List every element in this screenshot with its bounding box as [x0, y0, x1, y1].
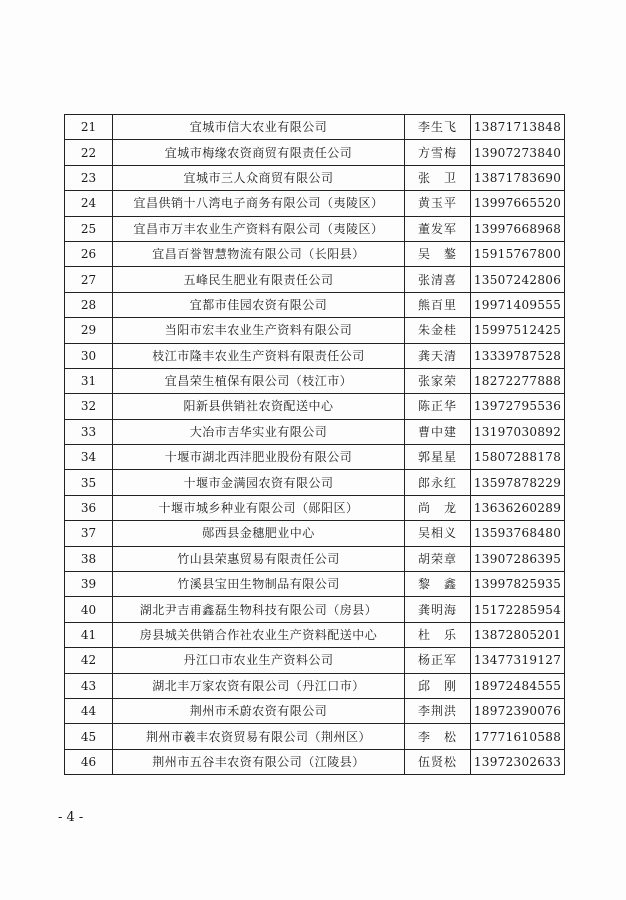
- phone-number: 13997825935: [471, 572, 565, 597]
- contact-person: 吴相义: [405, 521, 471, 546]
- company-name: 丹江口市农业生产资料公司: [113, 648, 405, 673]
- company-name: 竹溪县宝田生物制品有限公司: [113, 572, 405, 597]
- row-number: 40: [65, 597, 113, 622]
- company-name: 阳新县供销社农资配送中心: [113, 394, 405, 419]
- company-name: 宜城市信大农业有限公司: [113, 115, 405, 140]
- contact-person: 曹中建: [405, 419, 471, 444]
- row-number: 29: [65, 318, 113, 343]
- row-number: 32: [65, 394, 113, 419]
- table-row: [65, 267, 565, 292]
- company-name: 湖北尹吉甫鑫磊生物科技有限公司（房县）: [113, 597, 405, 622]
- table-row: [65, 724, 565, 749]
- row-number: 30: [65, 343, 113, 368]
- phone-number: 15172285954: [471, 597, 565, 622]
- table-row: [65, 470, 565, 495]
- phone-number: 13197030892: [471, 419, 565, 444]
- phone-number: 19971409555: [471, 292, 565, 317]
- contact-person: 胡荣章: [405, 546, 471, 571]
- table-row: [65, 546, 565, 571]
- company-name: 荆州市五谷丰农资有限公司（江陵县）: [113, 749, 405, 774]
- company-name: 宜昌供销十八湾电子商务有限公司（夷陵区）: [113, 191, 405, 216]
- phone-number: 13997668968: [471, 216, 565, 241]
- table-row: [65, 749, 565, 774]
- table-row: [65, 368, 565, 393]
- row-number: 38: [65, 546, 113, 571]
- contact-person: 伍贤松: [405, 749, 471, 774]
- phone-number: 13972795536: [471, 394, 565, 419]
- table-row: [65, 165, 565, 190]
- phone-number: 13907286395: [471, 546, 565, 571]
- table-row: [65, 673, 565, 698]
- contact-person: 杜 乐: [405, 622, 471, 647]
- table-row: [65, 597, 565, 622]
- row-number: 23: [65, 165, 113, 190]
- contact-person: 尚 龙: [405, 495, 471, 520]
- phone-number: 13872805201: [471, 622, 565, 647]
- company-name: 湖北丰万家农资有限公司（丹江口市）: [113, 673, 405, 698]
- company-name: 宜都市佳园农资有限公司: [113, 292, 405, 317]
- contact-person: 朱金桂: [405, 318, 471, 343]
- table-row: [65, 495, 565, 520]
- phone-number: 13507242806: [471, 267, 565, 292]
- phone-number: 15997512425: [471, 318, 565, 343]
- contact-person: 黄玉平: [405, 191, 471, 216]
- phone-number: 13972302633: [471, 749, 565, 774]
- contact-person: 黎 鑫: [405, 572, 471, 597]
- row-number: 44: [65, 698, 113, 723]
- contact-person: 李荆洪: [405, 698, 471, 723]
- row-number: 39: [65, 572, 113, 597]
- row-number: 27: [65, 267, 113, 292]
- contact-person: 董发军: [405, 216, 471, 241]
- row-number: 34: [65, 445, 113, 470]
- phone-number: 13907273840: [471, 140, 565, 165]
- company-name: 十堰市金满园农资有限公司: [113, 470, 405, 495]
- company-name: 宜昌荣生植保有限公司（枝江市）: [113, 368, 405, 393]
- row-number: 35: [65, 470, 113, 495]
- phone-number: 18272277888: [471, 368, 565, 393]
- company-name: 宜昌百誉智慧物流有限公司（长阳县）: [113, 241, 405, 266]
- phone-number: 17771610588: [471, 724, 565, 749]
- company-name: 宜昌市万丰农业生产资料有限公司（夷陵区）: [113, 216, 405, 241]
- row-number: 33: [65, 419, 113, 444]
- table-row: [65, 622, 565, 647]
- company-name: 房县城关供销合作社农业生产资料配送中心: [113, 622, 405, 647]
- contact-person: 吴 鏊: [405, 241, 471, 266]
- page-number: - 4 -: [58, 810, 84, 825]
- contact-person: 郭星星: [405, 445, 471, 470]
- company-name: 郧西县金穗肥业中心: [113, 521, 405, 546]
- row-number: 26: [65, 241, 113, 266]
- contact-person: 张清喜: [405, 267, 471, 292]
- row-number: 24: [65, 191, 113, 216]
- phone-number: 13339787528: [471, 343, 565, 368]
- contact-person: 龚明海: [405, 597, 471, 622]
- company-name: 荆州市羲丰农资贸易有限公司（荆州区）: [113, 724, 405, 749]
- contact-person: 邱 刚: [405, 673, 471, 698]
- contact-person: 方雪梅: [405, 140, 471, 165]
- row-number: 31: [65, 368, 113, 393]
- company-name: 枝江市隆丰农业生产资料有限责任公司: [113, 343, 405, 368]
- row-number: 28: [65, 292, 113, 317]
- company-name: 五峰民生肥业有限责任公司: [113, 267, 405, 292]
- contact-person: 李生飞: [405, 115, 471, 140]
- table-row: [65, 521, 565, 546]
- table-row: [65, 115, 565, 140]
- company-name: 十堰市城乡种业有限公司（郧阳区）: [113, 495, 405, 520]
- company-name: 十堰市湖北西沣肥业股份有限公司: [113, 445, 405, 470]
- row-number: 36: [65, 495, 113, 520]
- table-row: [65, 648, 565, 673]
- phone-number: 13871783690: [471, 165, 565, 190]
- contact-person: 张 卫: [405, 165, 471, 190]
- phone-number: 13997665520: [471, 191, 565, 216]
- company-name: 竹山县荣惠贸易有限责任公司: [113, 546, 405, 571]
- table-row: [65, 343, 565, 368]
- row-number: 25: [65, 216, 113, 241]
- company-name: 宜城市三人众商贸有限公司: [113, 165, 405, 190]
- phone-number: 18972390076: [471, 698, 565, 723]
- contact-person: 李 松: [405, 724, 471, 749]
- contact-person: 郎永红: [405, 470, 471, 495]
- table-row: [65, 216, 565, 241]
- phone-number: 15915767800: [471, 241, 565, 266]
- row-number: 22: [65, 140, 113, 165]
- table-row: [65, 419, 565, 444]
- table-row: [65, 191, 565, 216]
- table-row: [65, 241, 565, 266]
- table-body: [65, 115, 565, 775]
- row-number: 45: [65, 724, 113, 749]
- row-number: 21: [65, 115, 113, 140]
- table-row: [65, 445, 565, 470]
- row-number: 42: [65, 648, 113, 673]
- row-number: 37: [65, 521, 113, 546]
- contact-person: 龚天清: [405, 343, 471, 368]
- row-number: 43: [65, 673, 113, 698]
- contact-person: 陈正华: [405, 394, 471, 419]
- table-row: [65, 394, 565, 419]
- company-name: 当阳市宏丰农业生产资料有限公司: [113, 318, 405, 343]
- table-row: [65, 318, 565, 343]
- contact-person: 张家荣: [405, 368, 471, 393]
- distributor-table: [64, 114, 565, 775]
- phone-number: 15807288178: [471, 445, 565, 470]
- phone-number: 18972484555: [471, 673, 565, 698]
- table-row: [65, 140, 565, 165]
- company-name: 大冶市吉华实业有限公司: [113, 419, 405, 444]
- contact-person: 熊百里: [405, 292, 471, 317]
- company-name: 荆州市禾蔚农资有限公司: [113, 698, 405, 723]
- contact-person: 杨正军: [405, 648, 471, 673]
- phone-number: 13636260289: [471, 495, 565, 520]
- row-number: 46: [65, 749, 113, 774]
- phone-number: 13597878229: [471, 470, 565, 495]
- company-name: 宜城市梅缘农资商贸有限责任公司: [113, 140, 405, 165]
- phone-number: 13871713848: [471, 115, 565, 140]
- phone-number: 13477319127: [471, 648, 565, 673]
- table-row: [65, 572, 565, 597]
- table-row: [65, 292, 565, 317]
- phone-number: 13593768480: [471, 521, 565, 546]
- row-number: 41: [65, 622, 113, 647]
- table-row: [65, 698, 565, 723]
